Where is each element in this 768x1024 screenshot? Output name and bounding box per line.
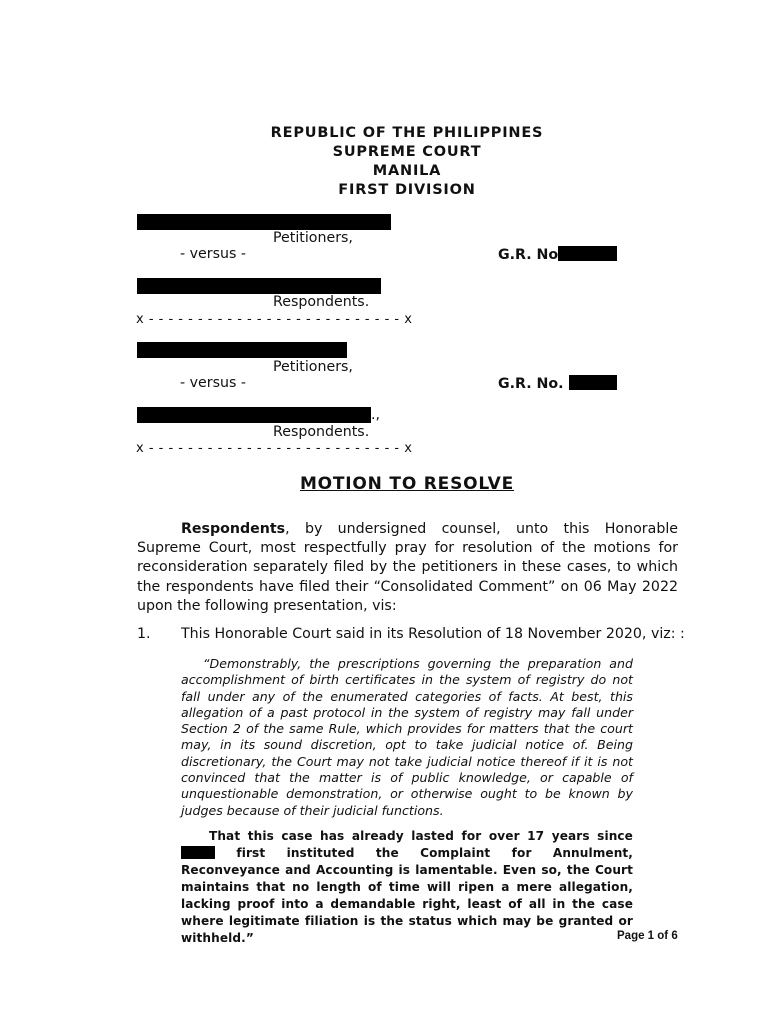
- intro-text: , by undersigned counsel, unto this Honorable Supreme Court, most respectfully pray for resolution of the motions for reconsideration separately filed by the petitioners in these cases, to which the respondents have filed their “Consolidated Comment” on 06 May 2022 upon the following presentation, vis:: [137, 521, 678, 614]
- quote-paragraph-1: “Demonstrably, the prescriptions governing the preparation and accomplishment of birth certificates in the system of registry do not fall under any of the enumerated categories of facts. At best, this allegation of a past protocol in the system of registry may fall under Section 2 of the same Rule, which provides for matters that the court may, in its sound discretion, opt to take judicial notice of. Being discretionary, the Court may not take judicial notice thereof if it is not convinced that the matter is of public knowledge, or capable of unquestionable demonstration, or otherwise ought to be known by judges because of their judicial functions.: [181, 656, 633, 818]
- case1-gr-label: G.R. No: [498, 247, 559, 263]
- page-number: Page 1 of 6: [617, 930, 678, 942]
- case1-respondents-label: Respondents.: [273, 294, 370, 310]
- quote-paragraph-2: [181, 828, 633, 947]
- intro-paragraph: [137, 520, 678, 616]
- case2-petitioners-label: Petitioners,: [273, 359, 353, 375]
- header-republic: REPUBLIC OF THE PHILIPPINES: [270, 125, 544, 141]
- redacted-respondents-name-2: [137, 407, 371, 423]
- case2-gr-number: [498, 375, 617, 392]
- case2-versus: - versus -: [180, 375, 246, 391]
- court-header: [0, 124, 768, 200]
- case1-petitioners-label: Petitioners,: [273, 230, 353, 246]
- quote2-before: That this case has already lasted for over 17 years since: [209, 829, 633, 843]
- redacted-party-name: [181, 846, 215, 859]
- case1-gr-number: [498, 246, 617, 263]
- redacted-respondents-name-1: [137, 278, 381, 294]
- case1-separator: x - - - - - - - - - - - - - - - - - - - - - - - - - - x: [136, 312, 413, 327]
- header-division: FIRST DIVISION: [338, 182, 476, 198]
- redacted-petitioners-name-1: [137, 214, 391, 230]
- quote2-after: first instituted the Complaint for Annulment, Reconveyance and Accounting is lamentable. Even so, the Court maintains that no length of time will ripen a mere allegation, lacking proof into a demandable right, least of all in the case where legitimate filiation is the status which may be granted or withheld.”: [181, 846, 633, 945]
- redacted-petitioners-name-2: [137, 342, 347, 358]
- case2-separator: x - - - - - - - - - - - - - - - - - - - - - - - - - - x: [136, 441, 413, 456]
- intro-bold-respondents: Respondents: [181, 521, 286, 537]
- redacted-gr-number-2: [569, 375, 617, 390]
- case2-gr-label: G.R. No.: [498, 376, 564, 392]
- case2-respondents-label: Respondents.: [273, 424, 370, 440]
- header-court: SUPREME COURT: [332, 144, 482, 160]
- redacted-gr-number-1: [558, 246, 617, 261]
- item1-text: This Honorable Court said in its Resolution of 18 November 2020, viz: :: [181, 626, 685, 642]
- case1-versus: - versus -: [180, 246, 246, 262]
- document-title: MOTION TO RESOLVE: [299, 474, 515, 494]
- case2-respondents-trail: .,: [371, 407, 381, 423]
- item1-number: 1.: [137, 626, 151, 642]
- header-city: MANILA: [372, 163, 442, 179]
